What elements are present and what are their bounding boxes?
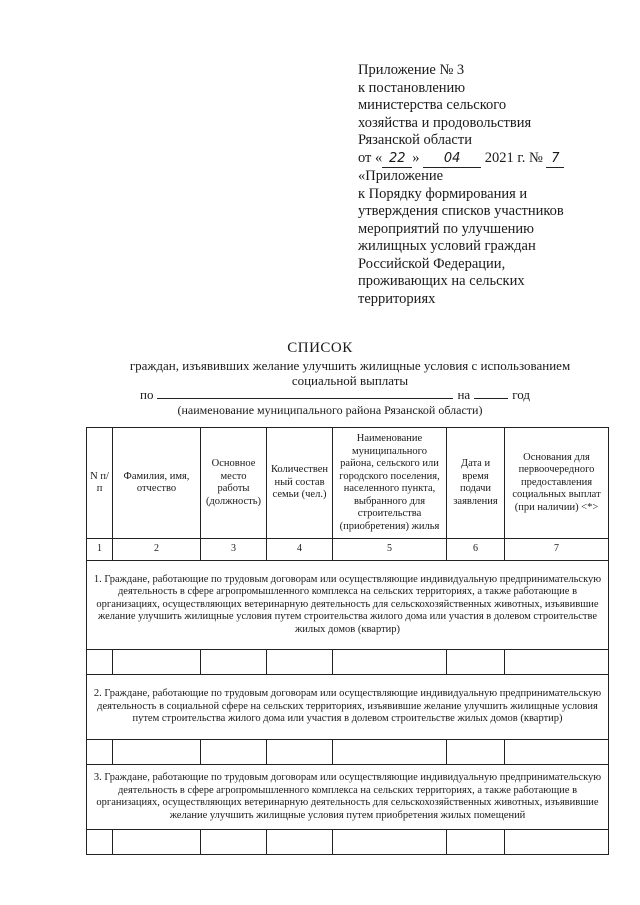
district-line xyxy=(140,387,560,403)
appendix-block xyxy=(358,62,608,308)
table-cell[interactable] xyxy=(113,740,201,765)
god-label: год xyxy=(512,387,530,402)
table-cell[interactable] xyxy=(201,830,267,855)
appendix-line: Приложение № 3 xyxy=(358,62,465,78)
district-caption: (наименование муниципального района Рязанской области) xyxy=(177,403,483,417)
table-cell[interactable] xyxy=(267,830,333,855)
column-number: 1 xyxy=(87,539,113,561)
table-cell[interactable] xyxy=(201,650,267,675)
column-number: 7 xyxy=(505,539,609,561)
column-number: 2 xyxy=(113,539,201,561)
column-number: 3 xyxy=(201,539,267,561)
appendix-line: территориях xyxy=(358,290,436,307)
header-cell: N п/п xyxy=(87,428,113,539)
table-cell[interactable] xyxy=(113,830,201,855)
document-title: СПИСОК xyxy=(287,340,353,356)
appendix-line: мероприятий по улучшению xyxy=(358,220,535,237)
appendix-line: Российской Федерации, xyxy=(358,255,506,272)
section-row xyxy=(87,561,609,650)
header-cell: Наименование муниципального района, сельского или городского поселения, населенного пункта, выбранного для строительства (приобретения) жилья xyxy=(333,428,447,539)
appendix-line: Рязанской области xyxy=(358,132,472,148)
header-cell: Дата и время подачи заявления xyxy=(447,428,505,539)
table-cell[interactable] xyxy=(113,650,201,675)
column-number: 6 xyxy=(447,539,505,561)
section-heading: 1. Граждане, работающие по трудовым договорам или осуществляющие индивидуальную предпринимательскую деятельность в сфере агропромышленного комплекса на сельских территориях, а также работающие в организациях, осуществляющих ветеринарную деятельность для сельскохозяйственных животных, изъявившие желание улучшить жилищные условия путем строительства жилого дома или участия в долевом строительстве жилых домов (квартир) xyxy=(87,561,609,650)
year-blank[interactable] xyxy=(474,388,508,399)
table-cell[interactable] xyxy=(267,740,333,765)
na-label: на xyxy=(457,387,471,402)
document-subtitle xyxy=(120,358,580,388)
column-number: 4 xyxy=(267,539,333,561)
appendix-line: к постановлению xyxy=(358,79,466,96)
date-number: 7 xyxy=(546,150,564,169)
column-number: 5 xyxy=(333,539,447,561)
table-cell[interactable] xyxy=(267,650,333,675)
table-cell[interactable] xyxy=(87,740,113,765)
section-heading: 2. Граждане, работающие по трудовым договорам или осуществляющие индивидуальную предпринимательскую деятельность в социальной сфере на сельских территориях, изъявившие желание улучшить жилищные условия путем строительства жилого дома или участия в долевом строительстве жилых домов (квартир) xyxy=(87,675,609,740)
table-row xyxy=(87,830,609,855)
section-row xyxy=(87,675,609,740)
header-cell: Фамилия, имя, отчество xyxy=(113,428,201,539)
appendix-line: к Порядку формирования и xyxy=(358,185,528,202)
date-year: 2021 г. № xyxy=(484,149,543,166)
table-cell[interactable] xyxy=(333,830,447,855)
subtitle-line: граждан, изъявивших желание улучшить жилищные условия с использованием xyxy=(129,358,571,373)
table-cell[interactable] xyxy=(447,830,505,855)
table-cell[interactable] xyxy=(201,740,267,765)
appendix-line: министерства сельского xyxy=(358,97,507,113)
table-header-row xyxy=(87,428,609,539)
header-cell: Основания для первоочередного предоставления социальных выплат (при наличии) <*> xyxy=(505,428,609,539)
appendix-line: хозяйства и продовольствия xyxy=(358,114,532,131)
table-cell[interactable] xyxy=(333,650,447,675)
table-cell[interactable] xyxy=(87,650,113,675)
po-label: по xyxy=(140,387,154,402)
appendix-line: жилищных условий граждан xyxy=(358,238,536,254)
date-mid: » xyxy=(412,149,420,166)
subtitle-line: социальной выплаты xyxy=(291,373,409,388)
district-blank[interactable] xyxy=(157,388,453,399)
table-cell[interactable] xyxy=(447,650,505,675)
date-month: 04 xyxy=(423,150,481,169)
table-cell[interactable] xyxy=(505,740,609,765)
participants-table xyxy=(86,427,609,855)
section-heading: 3. Граждане, работающие по трудовым договорам или осуществляющие индивидуальную предпринимательскую деятельность в сфере агропромышленного комплекса на сельских территориях, а также работающие в организациях, осуществляющих ветеринарную деятельность для сельскохозяйственных животных, изъявившие желание улучшить жилищные условия путем приобретения жилых помещений xyxy=(87,765,609,830)
appendix-line: утверждения списков участников xyxy=(358,203,564,219)
appendix-line: проживающих на сельских xyxy=(358,273,525,289)
column-number-row xyxy=(87,539,609,561)
table-cell[interactable] xyxy=(447,740,505,765)
table-cell[interactable] xyxy=(333,740,447,765)
header-cell: Основное место работы (должность) xyxy=(201,428,267,539)
table-cell[interactable] xyxy=(505,830,609,855)
table-row xyxy=(87,740,609,765)
table-cell[interactable] xyxy=(505,650,609,675)
table-row xyxy=(87,650,609,675)
date-day: 22 xyxy=(382,150,412,169)
appendix-date-line xyxy=(358,150,608,169)
appendix-line: «Приложение xyxy=(358,168,444,184)
section-row xyxy=(87,765,609,830)
date-prefix: от « xyxy=(358,149,383,166)
table-cell[interactable] xyxy=(87,830,113,855)
header-cell: Количествен ный состав семьи (чел.) xyxy=(267,428,333,539)
